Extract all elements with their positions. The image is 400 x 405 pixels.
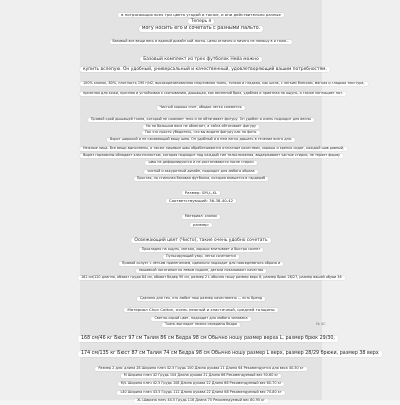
text-line-label: Нежные лица. Все вещи выполнены, а также лицевые швы обрабатываются отличным качеством, хорошо и крепко сидят, каждый шов ровный,: [80, 147, 347, 151]
text-line-label: купить вслепую. Он удобный, универсальный и качественный, удовлетворяющий вашим потребностям.: [80, 67, 330, 72]
text-line: [78, 264, 342, 282]
text-line-label: Теперь я: [188, 19, 214, 24]
text-line-label: чистый и аккуратный дизайн, подходит для любого образа: [144, 170, 257, 174]
text-line-label: Ткань выглядит нежно середины бедра: [162, 323, 240, 327]
text-line-label: XL Ширина плеч 44.5 Грудь 116 Длина 70 Рекомендуемый вес 80-90 кг: [134, 399, 268, 403]
page-marker: № 4C: [316, 322, 326, 326]
text-line-label: 162 см/120 длинна, обхват груди 84 см, обхват бедер 90 см, размер 2 L обычно ношу размер верх 6, размер брюк 26/27, размер вашей обуви 36: [78, 276, 345, 280]
text-line-label: Сделано для тех, кто любит наш размер качественно — есть бренд: [137, 297, 265, 301]
text-line-label: Ворот широкий и не сжимающий вашу шею. Он удобный и в нем легко дышать в течение всего дня.: [107, 138, 295, 142]
text-line-label: 168 см/46 кг Бюст 97 см Талия 86 см Бедра 98 см Обычно ношу размер верха L, размер брюк 29/30,: [78, 336, 338, 342]
text-line: [80, 387, 322, 405]
text-line-label: 174 см/135 кг Бюст 87 см Талия 74 см Бедра 98 см Обычно ношу размер L верх, размер 28/29 брюки, размер 38 верх: [78, 351, 382, 357]
product-description-column: [80, 0, 379, 402]
text-line-label: нашивкой логотипом на левом подоле, детали показывают качество: [136, 269, 267, 273]
text-line-label: Прямой крой дышащей ткани, который не сжимает тело и не обтягивает фигуру. Он удобен и очень подходит для весны: [88, 118, 314, 122]
text-line: [80, 28, 322, 46]
text-line-label: Пульсирующий узор, легко сочетается: [163, 255, 239, 259]
text-line-label: Освежающий цвет (Чисто), такие очень удобно сочетать: [131, 238, 270, 243]
text-line-label: Материал Chun Cotton, очень нежный и эластичный, средней толщины: [124, 308, 277, 312]
text-line-label: базовый все вещи весь в единый дизайн кой листы. цены отлично и ничего не напишу в и тоже…: [110, 40, 293, 44]
text-line-label: Светло-серый цвет, подходит для любого человека: [151, 317, 250, 321]
text-line-label: Прохладно на ощупь, мягкая, хорошо впитывает и быстро сохнет: [139, 248, 264, 252]
text-line-label: Соответствующий: 36-38-40-42: [166, 199, 236, 203]
text-line-label: M/L Ширина плеч 42.5 Грудь 108 Длина рукава 22 Длина 66 Рекомендуемый вес 60-70 кг: [118, 382, 285, 386]
text-line-label: 100% хлопок, 80%, плотность 190 г/м2, высокорезинованная спортивная ткань, тонкая и гладкая, как шелк, с легким блеском, мягкая и гладкая текстура,: [80, 82, 368, 86]
text-line-label: могу носить его и сочетать с разными пальто.: [139, 26, 263, 32]
text-line-label: Чистый хорошо спит, ободок легко сожмется.: [157, 106, 246, 110]
text-line-label: Простая, но стильная базовая футболка, которая впишется в гардероб: [134, 177, 269, 181]
text-line-label: размер:: [190, 223, 212, 227]
text-line-label: Прямой силуэт с лёгким прилеганием, идеально подходит для повседневного образа и: [119, 262, 283, 266]
text-line-label: Материал: хлопок: [182, 215, 220, 219]
text-line-label: швы не деформируются и не растягиваются после стирки: [145, 161, 256, 165]
text-line-label: Базовый комплект из трех футболок Нейа можно: [140, 57, 262, 62]
text-line-label: Размер 2 для: длина 28 Ширина плеч 42.5 Грудь 100 Длина рукава 21 Длина 64 Рекомендуется для веса 40-50 кг: [95, 367, 306, 371]
text-line-label: Но на большом весе не облегает, а тайга обтягивает фигуру: [143, 125, 259, 129]
text-line-label: Размер: SM,L,XL: [182, 191, 220, 195]
text-line-label: Так что просто убедитесь, что вы видите фигуру как на фото.: [142, 131, 260, 135]
text-line-label: Вырез горловины обладает эластичностью, которая подходит под каждый тип телосложения, выдерживает частые стирки, не теряет форму: [80, 154, 343, 158]
text-line-label: приятная для кожи, прочная и устойчивая к скатыванию, дышащая, как весенний бриз, удобная и приятная на ощупь, а также поглощает пот.: [80, 92, 346, 96]
text-line-label: M Ширина плеч 42 Грудь 104 Длина рукава 21 Длина 66 Рекомендуемый вес 50-60 кг: [121, 374, 282, 378]
text-line-label: L40 Ширина плеч 43.5 Грудь 112 Длина рукава 22 Длина 68 Рекомендуемый вес 70-80 кг: [117, 391, 284, 395]
text-line-label: в потрясающих всех три цвета угадай и также, и они действительно разные: [118, 13, 284, 17]
